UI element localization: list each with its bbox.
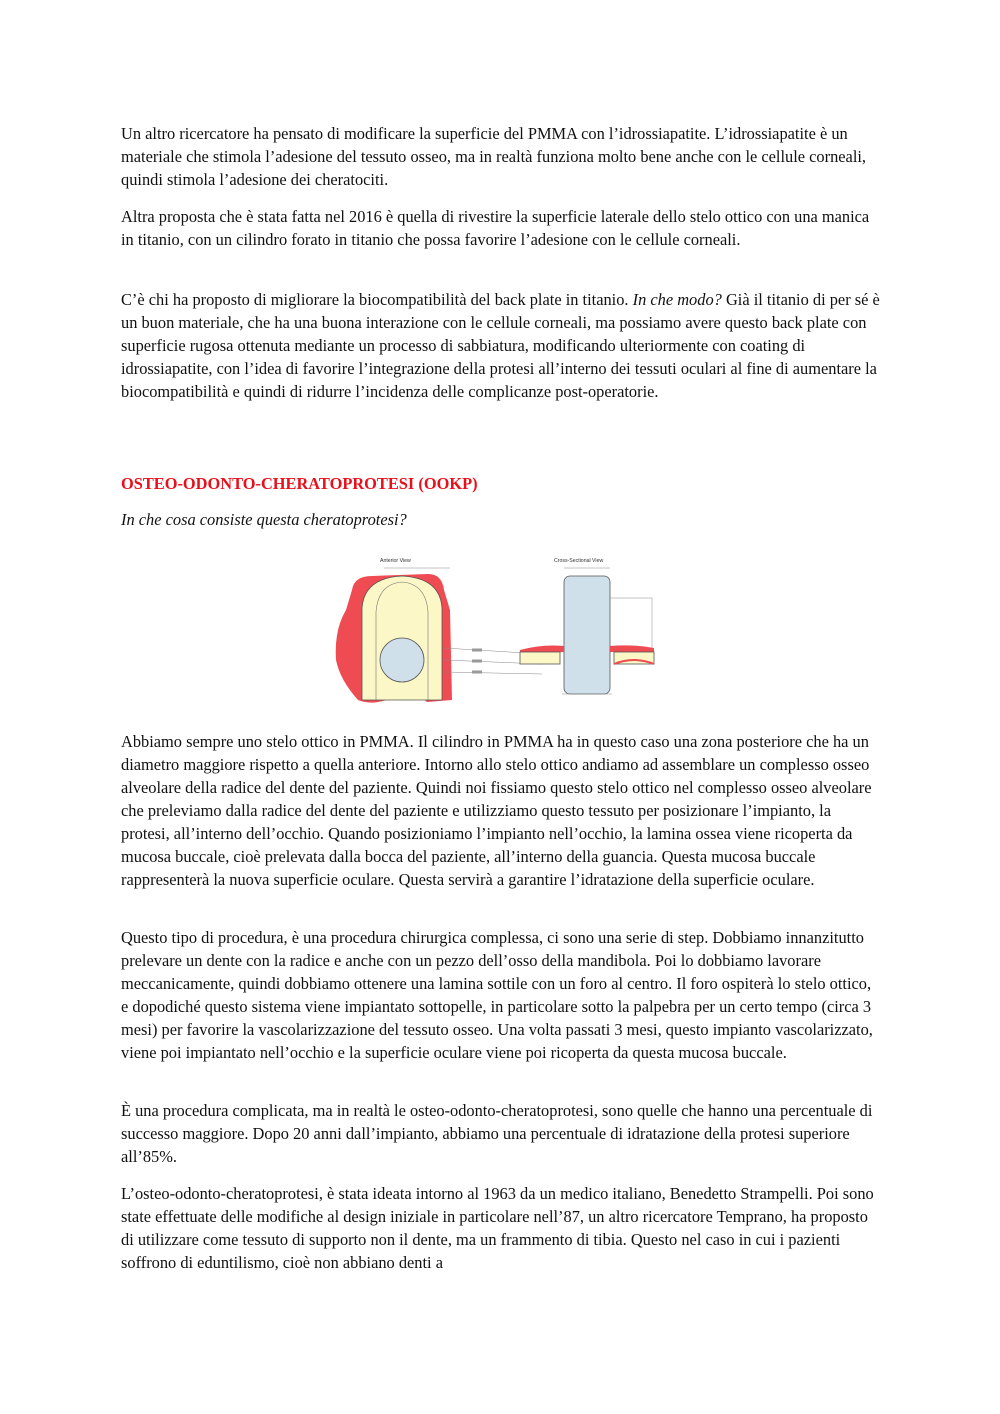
leader-line-optic bbox=[444, 672, 542, 674]
ookp-diagram bbox=[332, 550, 668, 710]
optic-cylinder-cross-section bbox=[564, 576, 610, 694]
paragraph-hydroxyapatite: Un altro ricercatore ha pensato di modificare la superficie del PMMA con l’idrossiapatite. L’idrossiapatite è un materiale che stimola l’adesione del tessuto osseo, ma in realtà funziona molto bene anche con le cellule corneali, quindi stimola l’adesione dei cheratociti. bbox=[121, 124, 867, 189]
paragraph-success-rate: È una procedura complicata, ma in realtà le osteo-odonto-cheratoprotesi, sono quelle che hanno una percentuale di successo maggiore. Dopo 20 anni dall’impianto, abbiamo una percentuale di idratazione della protesi superiore all’85%. bbox=[121, 1101, 873, 1166]
section-question: In che cosa consiste questa cheratoprotesi? bbox=[121, 510, 407, 529]
paragraph-procedure: Questo tipo di procedura, è una procedura chirurgica complessa, ci sono una serie di step. Dobbiamo innanzitutto prelevare un dente con la radice e anche con un pezzo dell’osso della mandibola. Poi lo dobbiamo lavorare meccanicamente, quindi dobbiamo ottenere una lamina sottile con un foro al centro. Il foro ospiterà lo stelo ottico, e dopodiché questo sistema viene impiantato sottopelle, in particolare sotto la palpebra per un certo tempo (circa 3 mesi) per favorire la vascolarizzazione del tessuto osseo. Una volta passati 3 mesi, questo impianto vascolarizzato, viene poi impiantato nell’occhio e la superficie oculare viene poi ricoperta da questa mucosa buccale. bbox=[121, 928, 873, 1062]
paragraph-titanium-sleeve: Altra proposta che è stata fatta nel 2016 è quella di rivestire la superficie laterale dello stelo ottico con una manica in titanio, con un cilindro forato in titanio che possa favorire l’adesione con le cellule corneali. bbox=[121, 207, 870, 249]
anterior-view-label: Anterior View bbox=[380, 558, 411, 564]
ookp-diagram-svg bbox=[332, 550, 668, 710]
back-plate-text-end: Già il titanio di per sé è un buon materiale, che ha una buona interazione con le cellule corneali, ma possiamo avere questo back plate con superficie rugosa ottenuta mediante un processo di sabbiatura, modificando ulteriormente con coating di idrossiapatite, con l’idea di favorire l’integrazione della protesi all’interno dei tessuti oculari al fine di aumentare la biocompatibilità e quindi di ridurre l’incidenza delle complicanze post-operatorie. bbox=[121, 290, 880, 401]
optic-cylinder-anterior bbox=[380, 638, 424, 682]
paragraph-history: L’osteo-odonto-cheratoprotesi, è stata ideata intorno al 1963 da un medico italiano, Benedetto Strampelli. Poi sono state effettuate delle modifiche al design iniziale in particolare nell’87, un altro ricercatore Temprano, ha proposto di utilizzare come tessuto di supporto non il dente, ma un frammento di tibia. Questo nel caso in cui i pazienti soffrono di eduntilismo, cioè non abbiano denti a bbox=[121, 1184, 874, 1272]
lamina-cross-left bbox=[520, 652, 560, 664]
back-plate-italic-question: In che modo? bbox=[632, 290, 722, 309]
section-heading: OSTEO-ODONTO-CHERATOPROTESI (OOKP) bbox=[121, 474, 478, 493]
cross-section-view-label: Cross-Sectional View bbox=[554, 558, 604, 564]
back-plate-text-start: C’è chi ha proposto di migliorare la biocompatibilità del back plate in titanio. bbox=[121, 290, 633, 309]
paragraph-back-plate bbox=[121, 288, 881, 403]
paragraph-optic-stem: Abbiamo sempre uno stelo ottico in PMMA. Il cilindro in PMMA ha in questo caso una zona posteriore che ha un diametro maggiore rispetto a quella anteriore. Intorno allo stelo ottico andiamo ad assemblare un complesso osseo alveolare della radice del dente del paziente. Quindi noi fissiamo questo stelo ottico nel complesso osseo alveolare che preleviamo dalla radice del dente del paziente e utilizziamo questo tessuto per posizionare l’impianto, la protesi, all’interno dell’occhio. Quando posizioniamo l’impianto nell’occhio, la lamina ossea viene ricoperta da mucosa buccale, cioè prelevata dalla bocca del paziente, all’interno della guancia. Questa mucosa buccale rappresenterà la nuova superficie oculare. Questa servirà a garantire l’idratazione della superficie oculare. bbox=[121, 732, 872, 889]
